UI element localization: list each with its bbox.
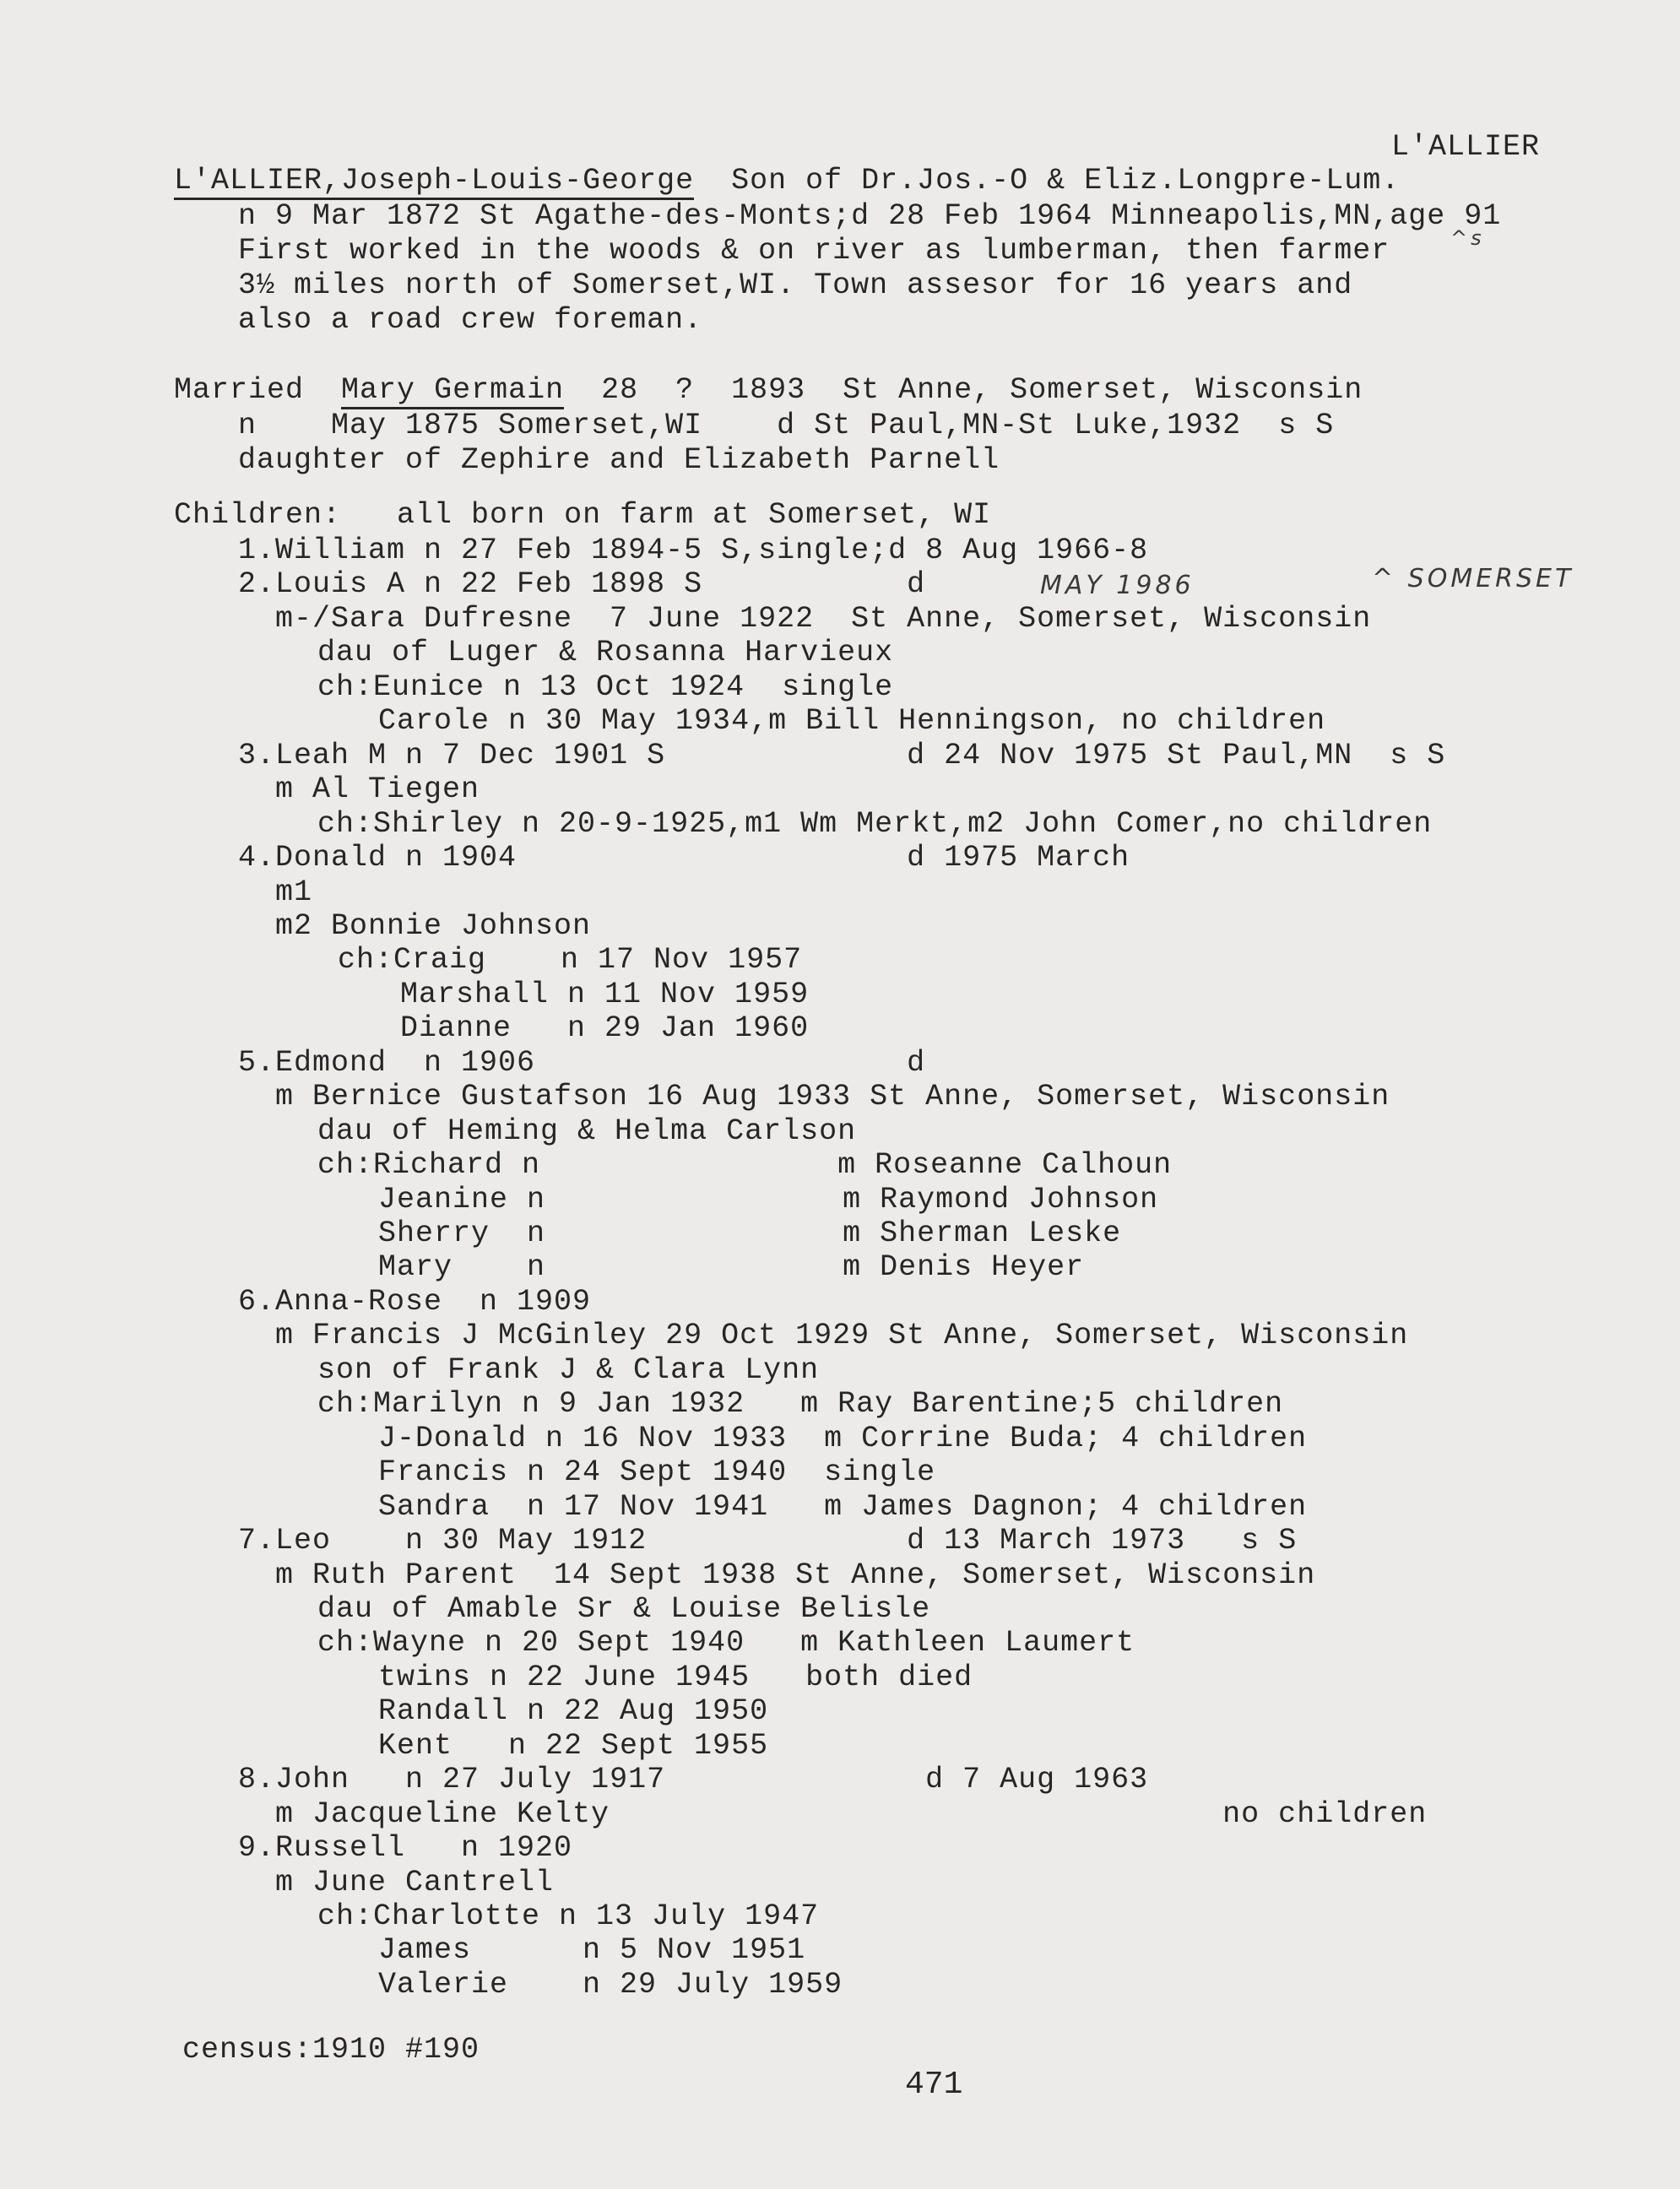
child-record-line: dau of Luger & Rosanna Harvieux	[317, 636, 894, 669]
child-record-line: Carole n 30 May 1934,m Bill Henningson, no children	[378, 704, 1326, 738]
child-record-line: ch:Charlotte n 13 July 1947	[317, 1899, 820, 1933]
child-record-line: Jeanine n m Raymond Johnson	[378, 1183, 1159, 1216]
child-record-line: m Jacqueline Kelty no children	[275, 1797, 1428, 1831]
spouse-parents: daughter of Zephire and Elizabeth Parnell	[238, 443, 1000, 477]
census-note: census:1910 #190	[182, 2033, 480, 2067]
margin-note: ^s	[1450, 226, 1485, 250]
child-record-line: son of Frank J & Clara Lynn	[317, 1353, 820, 1387]
marriage-line	[174, 373, 1363, 407]
page-number: 471	[905, 2067, 963, 2103]
child-record-line: Sandra n 17 Nov 1941 m James Dagnon; 4 children	[378, 1490, 1308, 1524]
child-record-line: m-/Sara Dufresne 7 June 1922 St Anne, Somerset, Wisconsin	[275, 602, 1372, 636]
child-record-line: 7.Leo n 30 May 1912 d 13 March 1973 s S	[238, 1524, 1298, 1558]
child-record-line: ch:Craig n 17 Nov 1957	[338, 943, 803, 977]
child-record-line: m1	[275, 875, 313, 909]
subject-detail-4: also a road crew foreman.	[238, 303, 703, 337]
child-record-line: 3.Leah M n 7 Dec 1901 S d 24 Nov 1975 St Paul,MN s S	[238, 739, 1446, 772]
subject-detail-3: 3½ miles north of Somerset,WI. Town assesor for 16 years and	[238, 268, 1353, 302]
child-record-line: James n 5 Nov 1951	[378, 1933, 806, 1967]
child-record-line: ch:Wayne n 20 Sept 1940 m Kathleen Laumert	[317, 1626, 1135, 1660]
child-record-line: Marshall n 11 Nov 1959	[400, 978, 810, 1011]
child-record-line: m Bernice Gustafson 16 Aug 1933 St Anne, Somerset, Wisconsin	[275, 1080, 1390, 1113]
child-record-line: ch:Eunice n 13 Oct 1924 single	[317, 670, 894, 704]
marriage-prefix: Married	[174, 373, 305, 407]
subject-detail-2: First worked in the woods & on river as lumberman, then farmer	[238, 234, 1390, 268]
child-record-line: ch:Shirley n 20-9-1925,m1 Wm Merkt,m2 John Comer,no children	[317, 807, 1433, 841]
child-record-line: twins n 22 June 1945 both died	[378, 1661, 973, 1694]
children-header: Children: all born on farm at Somerset, WI	[174, 498, 992, 532]
child-record-line: 8.John n 27 July 1917 d 7 Aug 1963	[238, 1763, 1149, 1796]
child-record-line: dau of Amable Sr & Louise Belisle	[317, 1592, 931, 1626]
child-record-line: 1.William n 27 Feb 1894-5 S,single;d 8 Aug 1966-8	[238, 534, 1149, 567]
child-record-line: Randall n 22 Aug 1950	[378, 1694, 769, 1728]
child-record-line: m Francis J McGinley 29 Oct 1929 St Anne, Somerset, Wisconsin	[275, 1319, 1409, 1352]
child-record-line: m Al Tiegen	[275, 772, 480, 806]
spouse-birth-death: n May 1875 Somerset,WI d St Paul,MN-St Luke,1932 s S	[238, 409, 1335, 442]
child-record-line: 5.Edmond n 1906 d	[238, 1046, 926, 1080]
child-record-line: ch:Richard n m Roseanne Calhoun	[317, 1148, 1173, 1182]
handwritten-death-date: MAY 1986	[1040, 571, 1195, 600]
child-record-line: dau of Heming & Helma Carlson	[317, 1114, 857, 1148]
child-record-line: 2.Louis A n 22 Feb 1898 S d	[238, 567, 926, 601]
subject-parents: Son of Dr.Jos.-O & Eliz.Longpre-Lum.	[731, 164, 1401, 198]
child-record-line: J-Donald n 16 Nov 1933 m Corrine Buda; 4 children	[378, 1422, 1308, 1455]
child-record-line: Kent n 22 Sept 1955	[378, 1729, 769, 1763]
surname-tag: L'ALLIER	[1391, 130, 1541, 164]
child-record-line: Francis n 24 Sept 1940 single	[378, 1455, 936, 1489]
subject-name: L'ALLIER,Joseph-Louis-George	[174, 164, 694, 200]
child-record-line: 6.Anna-Rose n 1909	[238, 1285, 592, 1319]
child-record-line: m Ruth Parent 14 Sept 1938 St Anne, Somerset, Wisconsin	[275, 1558, 1316, 1592]
child-record-line: 9.Russell n 1920	[238, 1831, 573, 1865]
subject-detail-1: n 9 Mar 1872 St Agathe-des-Monts;d 28 Feb 1964 Minneapolis,MN,age 91	[238, 199, 1502, 233]
child-record-line: Valerie n 29 July 1959	[378, 1968, 843, 2002]
child-record-line: ch:Marilyn n 9 Jan 1932 m Ray Barentine;5 children	[317, 1387, 1284, 1421]
handwritten-burial-note: ^ SOMERSET	[1372, 564, 1574, 593]
child-record-line: m2 Bonnie Johnson	[275, 909, 592, 943]
child-record-line: Dianne n 29 Jan 1960	[400, 1011, 810, 1045]
marriage-details: 28 ? 1893 St Anne, Somerset, Wisconsin	[601, 373, 1363, 407]
child-record-line: Sherry n m Sherman Leske	[378, 1216, 1122, 1250]
subject-line	[174, 164, 1400, 198]
child-record-line: 4.Donald n 1904 d 1975 March	[238, 841, 1130, 875]
spouse-name: Mary Germain	[341, 373, 564, 409]
child-record-line: Mary n m Denis Heyer	[378, 1250, 1085, 1284]
child-record-line: m June Cantrell	[275, 1866, 555, 1899]
